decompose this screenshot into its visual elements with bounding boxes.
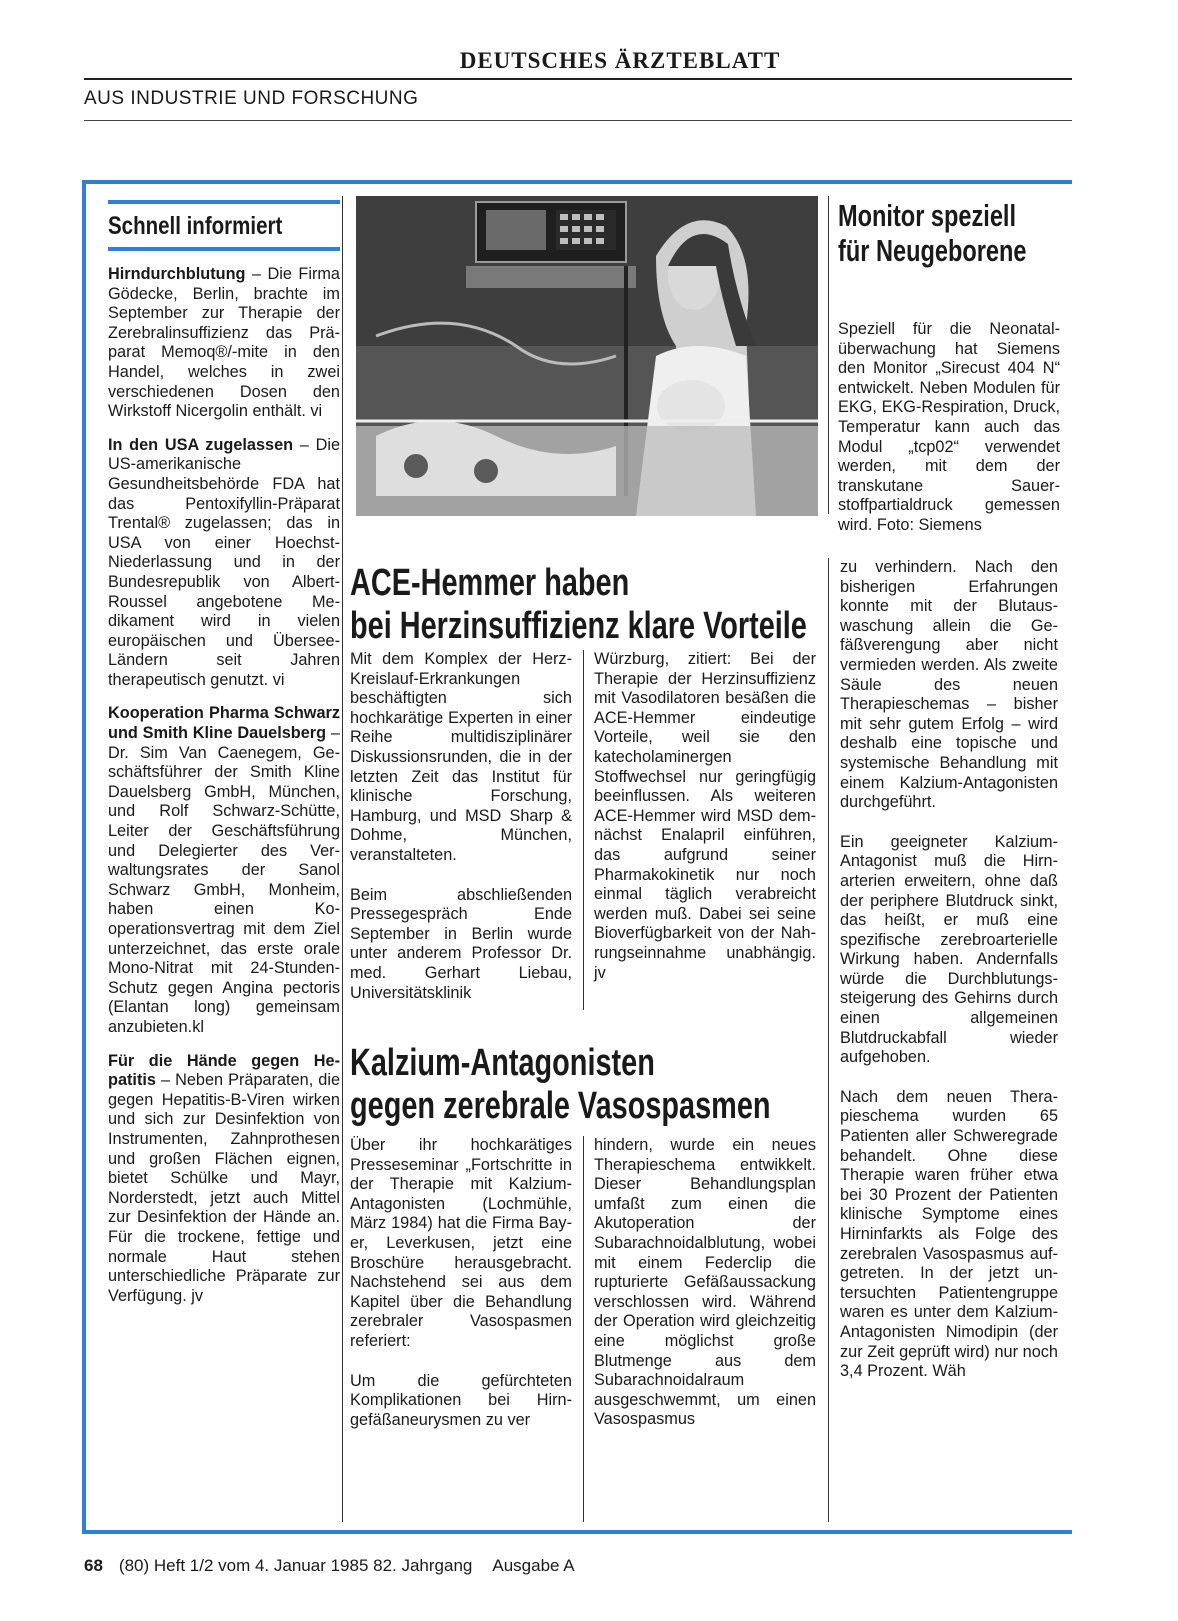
news-item <box>108 265 340 422</box>
ace-column-1 <box>350 650 572 1003</box>
news-item-text: – Neben Präparaten, die gegen Hepatitis-B-Viren wirken und sich zur Desinfektion von Instrumenten, Zahnprothesen und großen Flächen eignen, bietet Schülke und Mayr, Norderstedt, jetzt auch Mittel zur Desinfektion der Hände an. Für die trockene, fettige und normale Haut stehen unterschiedliche Präparate zur Verfügung. jv <box>108 1071 340 1305</box>
news-item <box>108 436 340 691</box>
sidebar-top-rule <box>108 200 340 204</box>
news-item-lead: In den USA zugelassen <box>108 435 294 454</box>
paragraph: zu verhindern. Nach den bisherigen Erfahrungen konnte mit der Blutauswaschung allein die Gefäßverengung aber nicht vermieden werden. Als zweite Säule des neuen Therapieschemas – bisher mit sehr gutem Erfolg – wird deshalb eine topische und systemische Behandlung mit einem Kalzium-Antagonisten durchgeführt. <box>840 558 1058 812</box>
headline-line: Monitor speziell <box>838 198 1017 233</box>
headline-line: Kalzium-Antagonisten <box>350 1042 655 1084</box>
frame-left-border <box>82 180 86 1534</box>
frame-bottom-border <box>82 1530 1072 1534</box>
sidebar-title-rule <box>108 247 340 251</box>
frame-top-border <box>82 180 1072 184</box>
sidebar-schnell-informiert <box>108 200 340 1320</box>
news-item-lead: Für die Hände gegen Hepatitis <box>108 1051 340 1090</box>
ace-column-2 <box>594 650 816 983</box>
news-item <box>108 1052 340 1307</box>
column-divider <box>828 196 829 514</box>
paragraph: Über ihr hochkarätiges Presseseminar „Fortschritte in der Therapie mit Kalzium-Antagonisten (Lochmühle, März 1984) hat die Firma Bayer, Leverkusen, jetzt eine Broschüre herausgebracht. Nachstehend sei aus dem Kapitel über die Behandlung zerebraler Vasospasmen referiert: <box>350 1136 572 1350</box>
photo-illustration <box>356 196 818 516</box>
column-divider <box>828 558 829 1522</box>
page-footer <box>84 1556 575 1576</box>
masthead-rule <box>84 78 1072 80</box>
issue-info: (80) Heft 1/2 vom 4. Januar 1985 82. Jahrgang <box>118 1556 473 1575</box>
headline-line: bei Herzinsuffizienz klare Vorteile <box>350 604 807 647</box>
masthead: DEUTSCHES ÄRZTEBLATT <box>459 48 781 73</box>
page-number: 68 <box>84 1556 103 1575</box>
headline-line: ACE-Hemmer haben <box>350 562 630 604</box>
ace-headline <box>350 562 807 648</box>
kalzium-column-1 <box>350 1136 572 1430</box>
section-heading: AUS INDUSTRIE UND FORSCHUNG <box>84 88 419 109</box>
column-divider <box>583 1136 584 1522</box>
headline-line: gegen zerebrale Vasospasmen <box>350 1084 771 1127</box>
kalzium-column-2 <box>594 1136 816 1430</box>
news-item <box>108 704 340 1037</box>
kalzium-column-3 <box>840 558 1058 1382</box>
paragraph: Würzburg, zitiert: Bei der Therapie der Herzinsuffizienz mit Vasodilatoren besäßen die ACE-Hemmer eindeutige Vorteile, weil sie den katecholaminergen Stoffwechsel nur geringfügig beeinflussen. Als weiteren ACE-Hemmer wird MSD demnächst Enalapril einführen, das aufgrund seiner Pharmakokinetik nur noch einmal täglich verabreicht werden muß. Dabei sei seine Bioverfügbarkeit von der Nahrungseinnahme unabhängig. jv <box>594 650 816 982</box>
news-item-text: – Die US-amerikanische Gesundheitsbehörde FDA hat das Pentoxifyllin-Präparat Trental® zugelassen; das in USA von einer Hoechst-Niederlassung und in der Bundesrepublik von Albert-Roussel angebotene Medikament wird in vielen europäischen und Übersee-Ländern seit Jahren therapeutisch genutzt. vi <box>108 435 340 689</box>
kalzium-headline <box>350 1042 771 1128</box>
news-item-text: – Die Firma Gödecke, Berlin, brachte im September zur Therapie der Zerebralinsuffizienz das Präparat Memoq®/-mite in den Handel, welches in zwei verschiedenen Dosen den Wirkstoff Nicergolin enthält. vi <box>108 265 340 421</box>
paragraph: Mit dem Komplex der Herz-Kreislauf-Erkrankungen beschäftigten sich hochkarätige Experten in einer Reihe multidisziplinärer Diskussionsrunden, die in der letzten Zeit das Institut für klinische Forschung, Hamburg, und MSD Sharp & Dohme, München, veranstalteten. <box>350 650 572 864</box>
column-divider <box>583 650 584 1010</box>
paragraph: Ein geeigneter Kalzium-Antagonist muß die Hirnarterien erweitern, ohne daß der periphere Blutdruck sinkt, das heißt, er muß eine spezifische zerebroarterielle Wirkung haben. Andernfalls würde die Durchblutungssteigerung des Gehirns durch einen allgemeinen Blutdruckabfall wieder aufgehoben. <box>840 832 1058 1067</box>
neonatal-monitor-photo <box>356 196 818 516</box>
column-divider <box>342 196 343 1522</box>
edition-label: Ausgabe A <box>492 1556 575 1575</box>
headline-line: für Neugeborene <box>838 233 1027 269</box>
news-item-lead: Kooperation Pharma Schwarz und Smith Kline Dauelsberg <box>108 704 340 743</box>
paragraph: hindern, wurde ein neues Therapieschema entwikkelt. Dieser Behandlungsplan umfaßt zum einen die Akutoperation der Subarachnoidalblutung, wobei mit einem Federclip die rupturierte Gefäßaussackung verschlossen wird. Während der Operation wird gleichzeitig eine möglichst große Blutmenge aus dem Subarachnoidalraum ausgeschwemmt, um einen Vasospasmus <box>594 1136 816 1429</box>
sidebar-title: Schnell informiert <box>108 212 283 240</box>
section-rule <box>84 120 1072 121</box>
news-item-text: – Dr. Sim Van Caenegem, Geschäftsführer der Smith Kline Dauelsberg GmbH, München, und Rolf Schwarz-Schütte, Leiter der Geschäftsführung und Delegierter des Verwaltungsrates der Sanol Schwarz GmbH, Monheim, haben einen Kooperationsvertrag mit dem Ziel unterzeichnet, das erste orale Mono-Nitrat mit 24-Stunden-Schutz gegen Angina pectoris (Elantan long) gemeinsam anzubieten.kl <box>108 724 340 1036</box>
monitor-headline <box>838 198 1027 269</box>
paragraph: Nach dem neuen Therapieschema wurden 65 Patienten aller Schweregrade behandelt. Ohne diese Therapie waren früher etwa bei 30 Prozent der Patienten klinische Symptome eines Hirninfarkts als Folge des zerebralen Vasospasmus aufgetreten. In der jetzt untersuchten Patientengruppe waren es unter dem Kalzium-Antagonisten Nimodipin (der zur Zeit geprüft wird) nur noch 3,4 Prozent. Wäh <box>840 1087 1058 1381</box>
monitor-article <box>838 198 1060 536</box>
monitor-body <box>838 320 1060 536</box>
paragraph: Speziell für die Neonatalüberwachung hat Siemens den Monitor „Sirecust 404 N“ entwickelt. Neben Modulen für EKG, EKG-Respiration, Druck, Temperatur kann auch das Modul „tcp02“ verwendet werden, mit dem der transkutane Sauerstoffpartialdruck gemessen wird. Foto: Siemens <box>838 320 1060 534</box>
news-item-lead: Hirndurchblutung <box>108 265 246 283</box>
sidebar-body <box>108 265 340 1306</box>
paragraph: Um die gefürchteten Komplikationen bei Hirngefäßaneurysmen zu ver <box>350 1371 572 1429</box>
paragraph: Beim abschließenden Pressegespräch Ende September in Berlin wurde unter anderem Professor Dr. med. Gerhart Liebau, Universitätsklinik <box>350 885 572 1002</box>
